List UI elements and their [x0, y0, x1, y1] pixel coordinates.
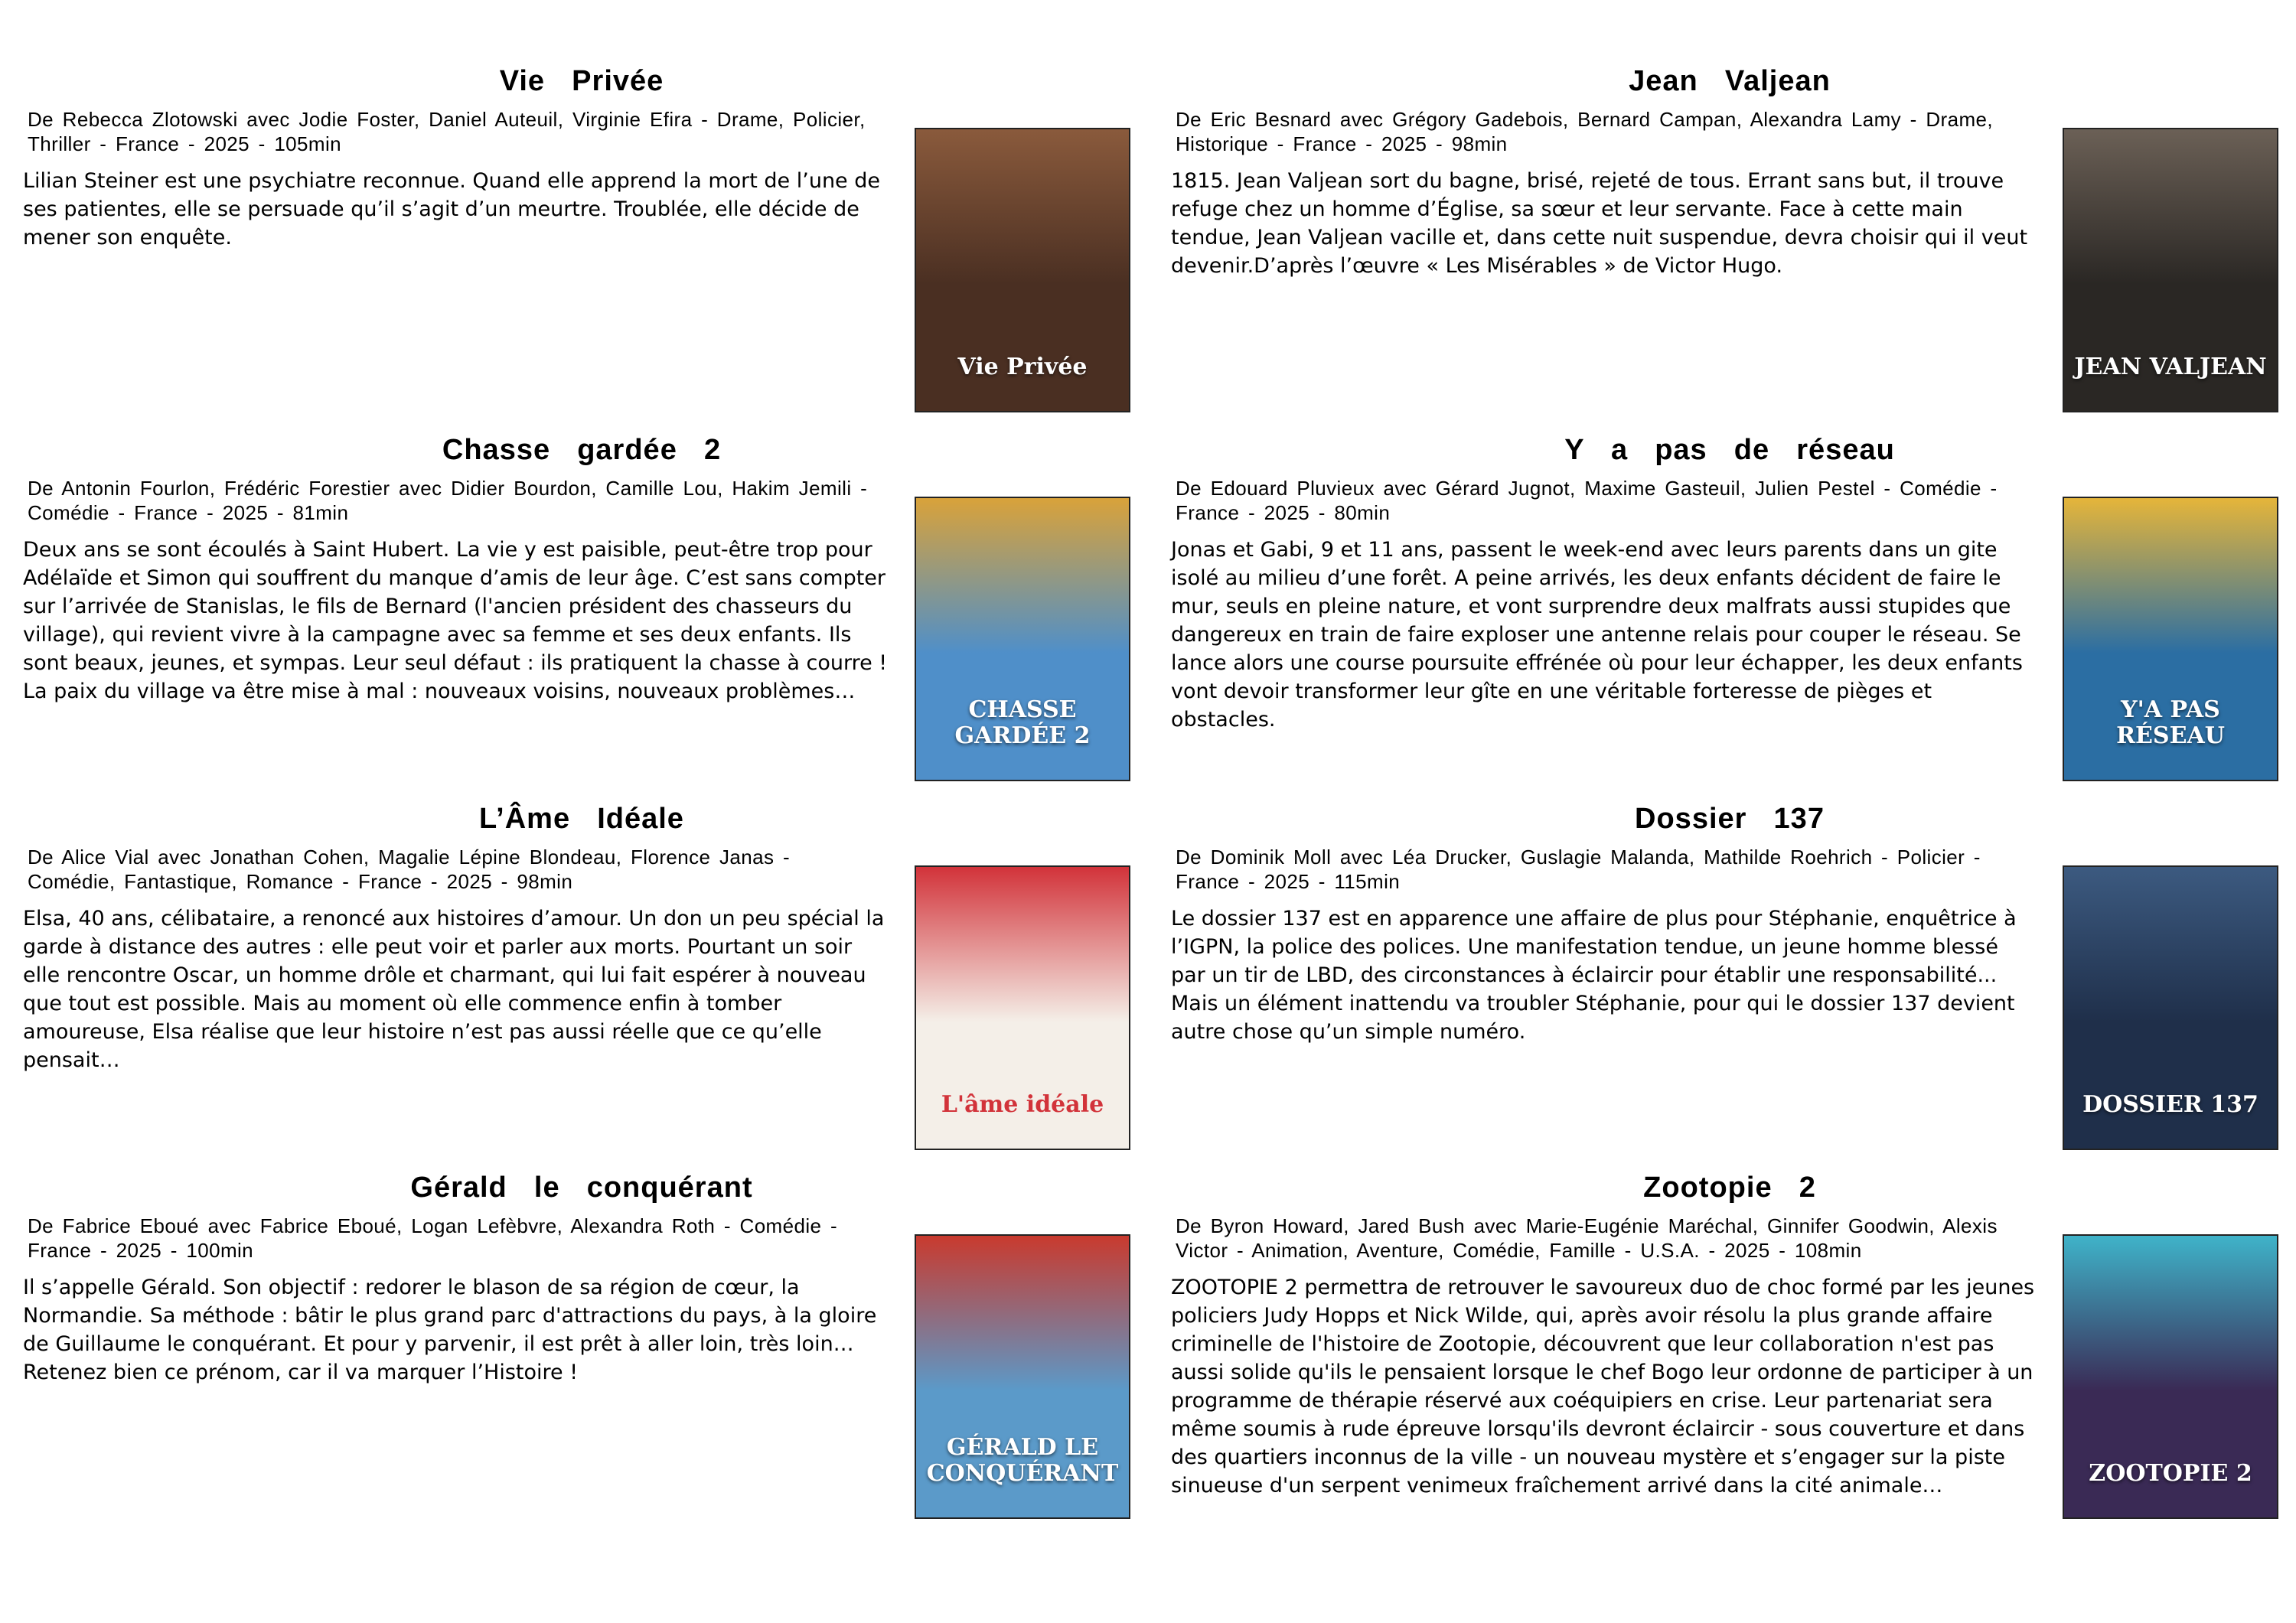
- poster-logo-text: GÉRALD LE CONQUÉRANT: [926, 1434, 1119, 1487]
- poster-logo-text: CHASSE GARDÉE 2: [954, 696, 1091, 749]
- movie-poster: [915, 128, 1130, 412]
- film-card-y-a-pas-de-reseau: [1171, 430, 2296, 800]
- film-credits: De Byron Howard, Jared Bush avec Marie-Eugénie Maréchal, Ginnifer Goodwin, Alexis Victor - Animation, Aventure, Comédie, Famille - U.S.A. - 2025 - 108min: [1176, 1214, 1998, 1262]
- film-title: Zootopie 2: [1643, 1172, 1816, 1204]
- movie-poster: [915, 1234, 1130, 1519]
- movie-poster: [915, 865, 1130, 1150]
- poster-logo-text: DOSSIER 137: [2082, 1091, 2258, 1118]
- film-card-zootopie-2: [1171, 1168, 2296, 1537]
- poster-logo-text: L'âme idéale: [941, 1091, 1104, 1118]
- film-card-dossier-137: [1171, 799, 2296, 1168]
- film-title: Jean Valjean: [1629, 65, 1831, 97]
- movie-poster: [2063, 865, 2278, 1150]
- poster-logo-text: Vie Privée: [957, 354, 1088, 380]
- film-synopsis: Jonas et Gabi, 9 et 11 ans, passent le week-end avec leurs parents dans un gite isolé au milieu d’une forêt. A peine arrivés, les deux enfants décident de faire le mur, seuls en pleine nature, et vont surprendre deux malfrats aussi stupides que dangereux en train de faire exploser une antenne relais pour couper le réseau. Se lance alors une course poursuite effrénée où pour leur échapper, les deux enfants vont devoir transformer leur gîte en une véritable forteresse de pièges et obstacles.: [1171, 538, 2023, 732]
- film-credits: De Edouard Pluvieux avec Gérard Jugnot, Maxime Gasteuil, Julien Pestel - Comédie - France - 2025 - 80min: [1176, 477, 1998, 524]
- film-title: L’Âme Idéale: [479, 803, 684, 835]
- movie-poster: [2063, 1234, 2278, 1519]
- poster-logo-text: JEAN VALJEAN: [2074, 354, 2267, 380]
- film-synopsis: Elsa, 40 ans, célibataire, a renoncé aux histoires d’amour. Un don un peu spécial la garde à distance des autres : elle peut voir et parler aux morts. Pourtant un soir elle rencontre Oscar, un homme drôle et charmant, qui lui fait espérer à nouveau que tout est possible. Mais au moment où elle commence enfin à tomber amoureuse, Elsa réalise que leur histoire n’est pas aussi réelle que ce qu’elle pensait…: [23, 907, 885, 1072]
- film-card-chasse-gardee-2: [23, 430, 1171, 800]
- film-synopsis: Lilian Steiner est une psychiatre reconnue. Quand elle apprend la mort de l’une de ses patientes, elle se persuade qu’il s’agit d’un meurtre. Troublée, elle décide de mener son enquête.: [23, 169, 880, 249]
- film-credits: De Antonin Fourlon, Frédéric Forestier avec Didier Bourdon, Camille Lou, Hakim Jemili - Comédie - France - 2025 - 81min: [28, 477, 868, 524]
- film-title: Chasse gardée 2: [442, 434, 722, 466]
- film-credits: De Alice Vial avec Jonathan Cohen, Magalie Lépine Blondeau, Florence Janas - Comédie, Fantastique, Romance - France - 2025 - 98min: [28, 846, 791, 893]
- film-credits: De Fabrice Eboué avec Fabrice Eboué, Logan Lefèbvre, Alexandra Roth - Comédie - France - 2025 - 100min: [28, 1214, 838, 1262]
- movie-poster: [915, 497, 1130, 781]
- film-synopsis: ZOOTOPIE 2 permettra de retrouver le savoureux duo de choc formé par les jeunes policiers Judy Hopps et Nick Wilde, qui, après avoir résolu la plus grande affaire criminelle de l'histoire de Zootopie, découvrent que leur collaboration n'est pas aussi solide qu'ils le pensaient lorsque le chef Bogo leur ordonne de participer à un programme de thérapie réservé aux coéquipiers en crise. Leur partenariat sera même soumis à rude épreuve lorsqu'ils devront éclaircir - sous couverture et dans des quartiers inconnus de la ville - un nouveau mystère et s’engager sur la piste sinueuse d'un serpent venimeux fraîchement arrivé dans la cité animale…: [1171, 1276, 2035, 1498]
- film-credits: De Eric Besnard avec Grégory Gadebois, Bernard Campan, Alexandra Lamy - Drame, Historique - France - 2025 - 98min: [1176, 108, 1993, 155]
- film-title: Dossier 137: [1635, 803, 1825, 835]
- film-card-l-ame-ideale: [23, 799, 1171, 1168]
- film-card-jean-valjean: [1171, 61, 2296, 431]
- film-synopsis: 1815. Jean Valjean sort du bagne, brisé, rejeté de tous. Errant sans but, il trouve refuge chez un homme d’Église, sa sœur et leur servante. Face à cette main tendue, Jean Valjean vacille et, dans cette nuit suspendue, devra choisir qui il veut devenir.D’après l’œuvre « Les Misérables » de Victor Hugo.: [1171, 169, 2028, 278]
- film-title: Gérald le conquérant: [410, 1172, 753, 1204]
- film-card-gerald-le-conquerant: [23, 1168, 1171, 1537]
- film-title: Vie Privée: [499, 65, 664, 97]
- film-title: Y a pas de réseau: [1564, 434, 1895, 466]
- film-credits: De Rebecca Zlotowski avec Jodie Foster, Daniel Auteuil, Virginie Efira - Drame, Policier, Thriller - France - 2025 - 105min: [28, 108, 866, 155]
- film-synopsis: Le dossier 137 est en apparence une affaire de plus pour Stéphanie, enquêtrice à l’IGPN, la police des polices. Une manifestation tendue, un jeune homme blessé par un tir de LBD, des circonstances à éclaircir pour établir une responsabilité... Mais un élément inattendu va troubler Stéphanie, pour qui le dossier 137 devient autre chose qu’un simple numéro.: [1171, 907, 2017, 1044]
- film-credits: De Dominik Moll avec Léa Drucker, Guslagie Malanda, Mathilde Roehrich - Policier - France - 2025 - 115min: [1176, 846, 1981, 893]
- poster-logo-text: ZOOTOPIE 2: [2089, 1460, 2252, 1487]
- film-card-vie-privee: [23, 61, 1171, 431]
- movie-poster: [2063, 128, 2278, 412]
- film-synopsis: Il s’appelle Gérald. Son objectif : redorer le blason de sa région de cœur, la Normandie. Sa méthode : bâtir le plus grand parc d'attractions du pays, à la gloire de Guillaume le conquérant. Et pour y parvenir, il est prêt à aller loin, très loin… Retenez bien ce prénom, car il va marquer l’Histoire !: [23, 1276, 877, 1384]
- film-synopsis: Deux ans se sont écoulés à Saint Hubert. La vie y est paisible, peut-être trop pour Adélaïde et Simon qui souffrent du manque d’amis de leur âge. C’est sans compter sur l’arrivée de Stanislas, le fils de Bernard (l'ancien président des chasseurs du village), qui revient vivre à la campagne avec sa femme et ses deux enfants. Ils sont beaux, jeunes, et sympas. Leur seul défaut : ils pratiquent la chasse à courre ! La paix du village va être mise à mal : nouveaux voisins, nouveaux problèmes…: [23, 538, 888, 703]
- poster-logo-text: Y'A PAS RÉSEAU: [2116, 696, 2225, 749]
- movie-poster: [2063, 497, 2278, 781]
